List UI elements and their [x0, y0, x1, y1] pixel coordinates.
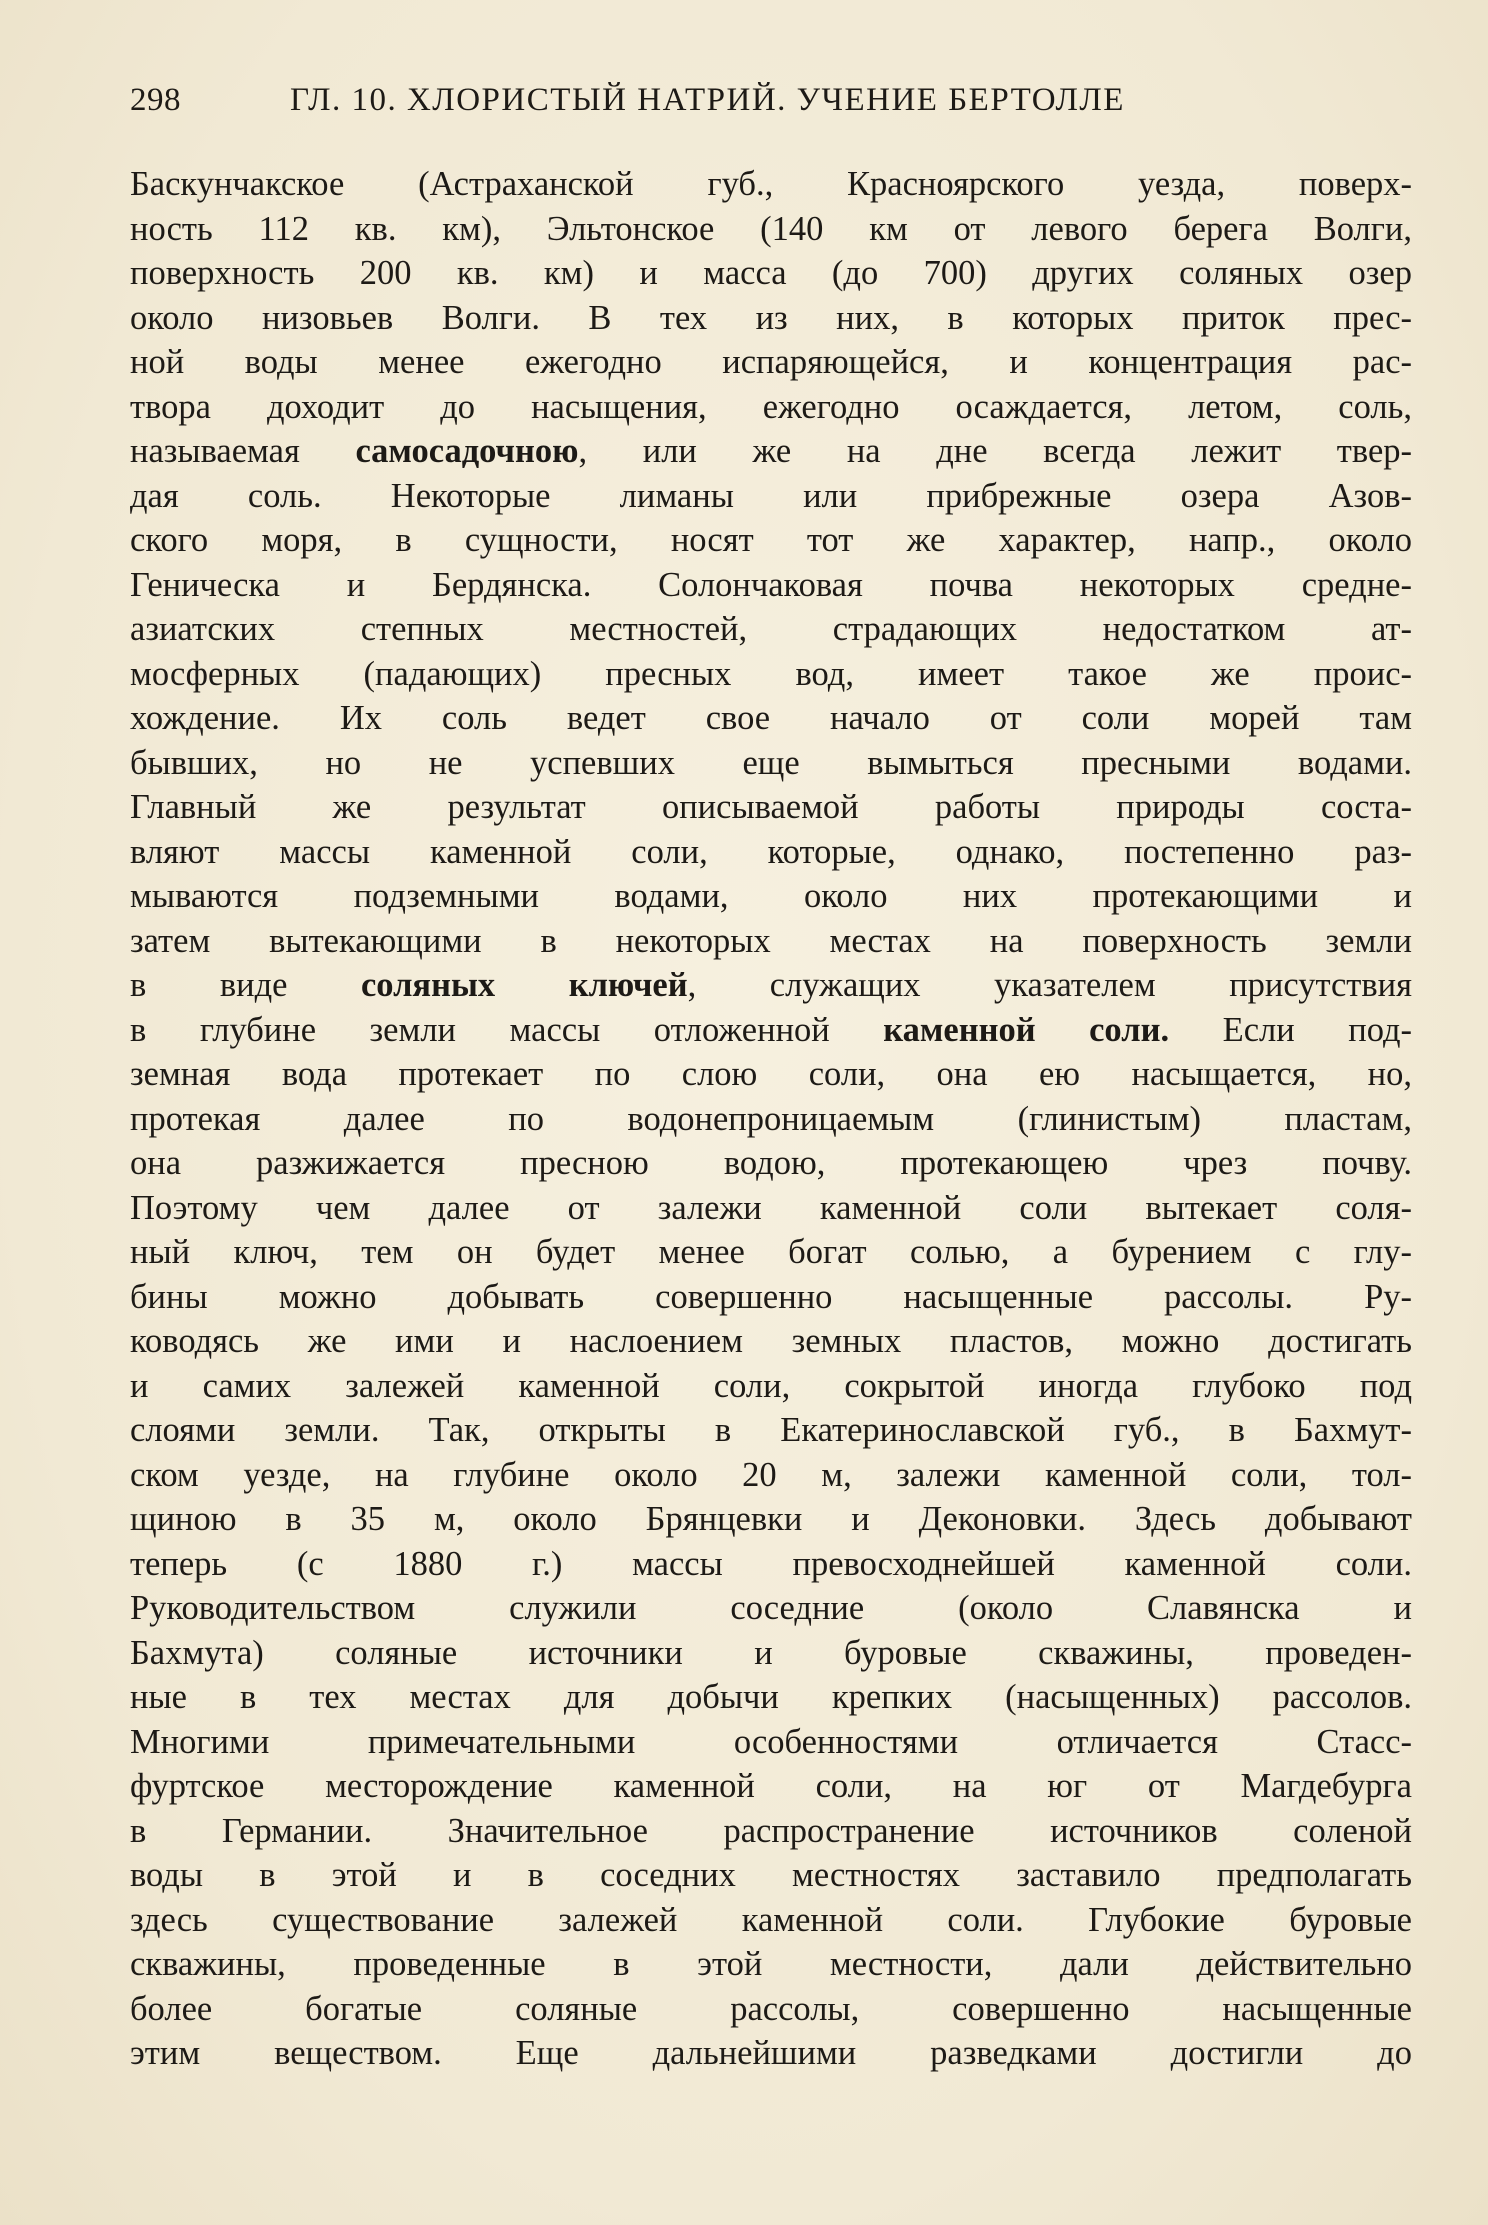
- text-run: воды в этой и в соседних местностях заставило предполагать: [130, 1856, 1412, 1894]
- text-line: [130, 1898, 1412, 1943]
- text-run: и самих залежей каменной соли, сокрытой иногда глубоко под: [130, 1366, 1412, 1405]
- text-run: ководясь же ими и наслоением земных пластов, можно достигать: [130, 1322, 1412, 1360]
- text-line: [130, 1364, 1412, 1409]
- text-run: вляют массы каменной соли, которые, однако, постепенно раз-: [130, 832, 1412, 871]
- text-run: Многими примечательными особенностями отличается Стасс-: [130, 1722, 1412, 1761]
- text-line: [130, 1408, 1412, 1453]
- text-line: [130, 1764, 1412, 1809]
- text-line: [130, 785, 1412, 830]
- text-line: [130, 1542, 1412, 1587]
- text-line: [130, 1453, 1412, 1498]
- text-run: здесь существование залежей каменной соли. Глубокие буровые: [130, 1900, 1412, 1939]
- text-line: [130, 340, 1412, 385]
- text-run: азиатских степных местностей, страдающих недостатком ат-: [130, 610, 1412, 648]
- text-line: [130, 207, 1412, 252]
- text-line: [130, 1809, 1412, 1854]
- text-line: [130, 2031, 1412, 2076]
- text-line: [130, 518, 1412, 563]
- text-run: протекая далее по водонепроницаемым (глинистым) пластам,: [130, 1099, 1412, 1138]
- text-run: затем вытекающими в некоторых местах на поверхность земли: [130, 921, 1412, 960]
- text-line: [130, 696, 1412, 741]
- text-line: [130, 1186, 1412, 1231]
- text-run: Главный же результат описываемой работы природы соста-: [130, 788, 1412, 826]
- text-run: Геническа и Бердянска. Солончаковая почва некоторых средне-: [130, 565, 1412, 604]
- text-run: слоями земли. Так, открыты в Екатеринославской губ., в Бахмут-: [130, 1411, 1412, 1449]
- text-line: [130, 1586, 1412, 1631]
- text-run: в виде: [130, 966, 361, 1004]
- text-line: [130, 1275, 1412, 1320]
- text-line: [130, 1720, 1412, 1765]
- page-number: 298: [130, 82, 181, 118]
- chapter-title: ГЛ. 10. ХЛОРИСТЫЙ НАТРИЙ. УЧЕНИЕ БЕРТОЛЛЕ: [290, 82, 1125, 118]
- text-line: [130, 1097, 1412, 1142]
- text-line: [130, 251, 1412, 296]
- text-line: [130, 1141, 1412, 1186]
- text-line: [130, 296, 1412, 341]
- running-head: [130, 78, 1410, 122]
- text-run: дая соль. Некоторые лиманы или прибрежные озера Азов-: [130, 476, 1412, 515]
- text-line: [130, 1942, 1412, 1987]
- text-line: [130, 1675, 1412, 1720]
- text-run: мосферных (падающих) пресных вод, имеет такое же проис-: [130, 654, 1412, 693]
- text-line: [130, 1319, 1412, 1364]
- text-run: Если под-: [1169, 1010, 1412, 1049]
- text-run: ском уезде, на глубине около 20 м, залежи каменной соли, тол-: [130, 1455, 1412, 1494]
- text-line: [130, 385, 1412, 430]
- text-run: ной воды менее ежегодно испаряющейся, и концентрация рас-: [130, 343, 1412, 381]
- text-line: [130, 1987, 1412, 2032]
- text-line: [130, 874, 1412, 919]
- text-run: фуртское месторождение каменной соли, на юг от Магдебурга: [130, 1767, 1412, 1805]
- text-line: [130, 963, 1412, 1008]
- bold-term: каменной соли.: [883, 1010, 1170, 1049]
- text-line: [130, 919, 1412, 964]
- text-run: Бахмута) соляные источники и буровые скважины, проведен-: [130, 1633, 1412, 1672]
- text-run: бины можно добывать совершенно насыщенные рассолы. Ру-: [130, 1277, 1412, 1316]
- text-line: [130, 162, 1412, 207]
- text-run: Баскунчакское (Астраханской губ., Красноярского уезда, поверх-: [130, 165, 1412, 203]
- text-run: называемая: [130, 432, 356, 470]
- text-run: более богатые соляные рассолы, совершенно насыщенные: [130, 1989, 1412, 2028]
- text-run: Руководительством служили соседние (около Славянска и: [130, 1589, 1412, 1627]
- text-line: [130, 563, 1412, 608]
- text-run: ского моря, в сущности, носят тот же характер, напр., около: [130, 521, 1412, 559]
- text-line: [130, 1008, 1412, 1053]
- text-line: [130, 474, 1412, 519]
- bold-term: соляных ключей: [360, 966, 688, 1004]
- text-line: [130, 830, 1412, 875]
- text-line: [130, 1631, 1412, 1676]
- text-run: около низовьев Волги. В тех из них, в которых приток прес-: [130, 298, 1412, 337]
- text-run: она разжижается пресною водою, протекающею чрез почву.: [130, 1144, 1412, 1182]
- text-line: [130, 1853, 1412, 1898]
- body-text: [130, 162, 1412, 2076]
- text-run: щиною в 35 м, около Брянцевки и Деконовки. Здесь добывают: [130, 1500, 1412, 1538]
- text-run: хождение. Их соль ведет свое начало от соли морей там: [130, 699, 1412, 737]
- text-line: [130, 429, 1412, 474]
- text-line: [130, 1497, 1412, 1542]
- text-line: [130, 652, 1412, 697]
- text-run: бывших, но не успевших еще вымыться пресными водами.: [130, 743, 1412, 782]
- text-run: скважины, проведенные в этой местности, дали действительно: [130, 1945, 1412, 1983]
- text-line: [130, 1052, 1412, 1097]
- text-run: , служащих указателем присутствия: [687, 966, 1412, 1004]
- text-run: , или же на дне всегда лежит твер-: [578, 432, 1412, 470]
- text-run: теперь (с 1880 г.) массы превосходнейшей каменной соли.: [130, 1544, 1412, 1583]
- text-run: мываются подземными водами, около них протекающими и: [130, 877, 1412, 915]
- text-run: этим веществом. Еще дальнейшими разведками достигли до: [130, 2034, 1412, 2072]
- text-run: ные в тех местах для добычи крепких (насыщенных) рассолов.: [130, 1678, 1412, 1716]
- text-run: в глубине земли массы отложенной: [130, 1010, 884, 1049]
- text-run: твора доходит до насыщения, ежегодно осаждается, летом, соль,: [130, 387, 1412, 426]
- text-run: в Германии. Значительное распространение источников соленой: [130, 1811, 1412, 1850]
- text-line: [130, 1230, 1412, 1275]
- text-line: [130, 607, 1412, 652]
- text-run: земная вода протекает по слою соли, она ею насыщается, но,: [130, 1055, 1412, 1093]
- text-run: ность 112 кв. км), Эльтонское (140 км от левого берега Волги,: [130, 209, 1412, 248]
- text-run: поверхность 200 кв. км) и масса (до 700) других соляных озер: [130, 254, 1412, 292]
- bold-term: самосадочною: [355, 432, 579, 470]
- text-run: ный ключ, тем он будет менее богат солью, а бурением с глу-: [130, 1233, 1412, 1271]
- text-run: Поэтому чем далее от залежи каменной соли вытекает соля-: [130, 1188, 1412, 1227]
- text-line: [130, 741, 1412, 786]
